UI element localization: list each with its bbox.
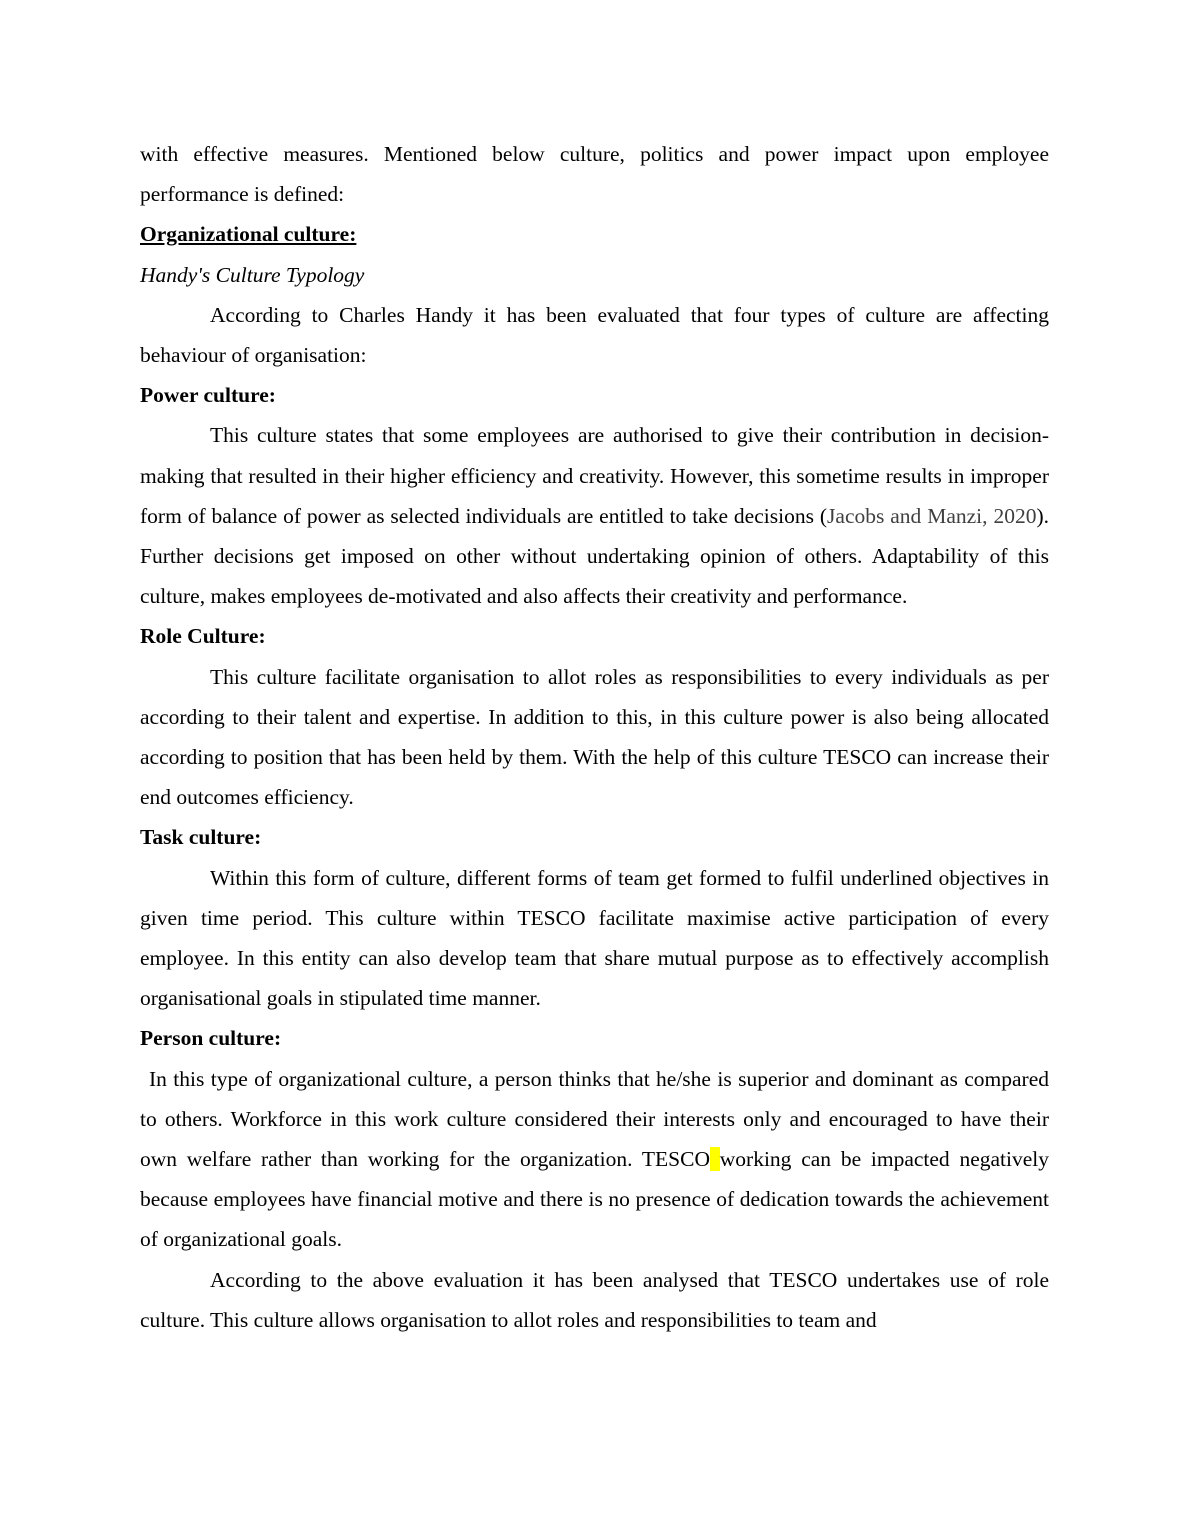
person-culture-text-start: In this type of organizational culture, a person thinks that he/she is superior and dominant as compared to others. Workforce in this work culture considered their interests only and encouraged to have their own welfare rather than working for the organization. TESCO [140, 1066, 1049, 1172]
role-culture-heading: Role Culture: [140, 624, 266, 649]
conclusion-paragraph: According to the above evaluation it has been analysed that TESCO undertakes use of role culture. This culture allows organisation to allot roles and responsibilities to team and [140, 1267, 1049, 1332]
person-culture-heading: Person culture: [140, 1026, 282, 1051]
power-culture-text-start: This culture states that some employees are authorised to give their contribution in decision-making that resulted in their higher efficiency and creativity. However, this sometime results in improper form of balance of power as selected individuals are entitled to take decisions ( [140, 423, 1049, 528]
power-culture-text-end: ). Further decisions get imposed on other without undertaking opinion of others. Adaptability of this culture, makes employees de-motivated and also affects their creativity and performance. [140, 503, 1049, 609]
handy-typology-subheading: Handy's Culture Typology [140, 262, 365, 287]
task-culture-heading: Task culture: [140, 825, 262, 850]
power-culture-paragraph [140, 415, 1049, 616]
document-page [140, 134, 1049, 1340]
highlighted-space [710, 1147, 720, 1171]
intro-paragraph: with effective measures. Mentioned below culture, politics and power impact upon employee performance is defined: [140, 142, 1049, 207]
power-culture-heading: Power culture: [140, 383, 276, 408]
organizational-culture-heading: Organizational culture: [140, 222, 357, 247]
person-culture-paragraph [140, 1059, 1049, 1260]
person-culture-text-end: working can be impacted negatively because employees have financial motive and there is no presence of dedication towards the achievement of organizational goals. [140, 1147, 1050, 1252]
handy-intro-paragraph: According to Charles Handy it has been evaluated that four types of culture are affecting behaviour of organisation: [140, 302, 1049, 368]
citation-jacobs-manzi: Jacobs and Manzi, 2020 [827, 503, 1037, 528]
task-culture-paragraph: Within this form of culture, different forms of team get formed to fulfil underlined objectives in given time period. This culture within TESCO facilitate maximise active participation of every employee. In this entity can also develop team that share mutual purpose as to effectively accomplish organisational goals in stipulated time manner. [140, 865, 1049, 1011]
role-culture-paragraph: This culture facilitate organisation to allot roles as responsibilities to every individuals as per according to their talent and expertise. In addition to this, in this culture power is also being allocated according to position that has been held by them. With the help of this culture TESCO can increase their end outcomes efficiency. [140, 664, 1049, 810]
